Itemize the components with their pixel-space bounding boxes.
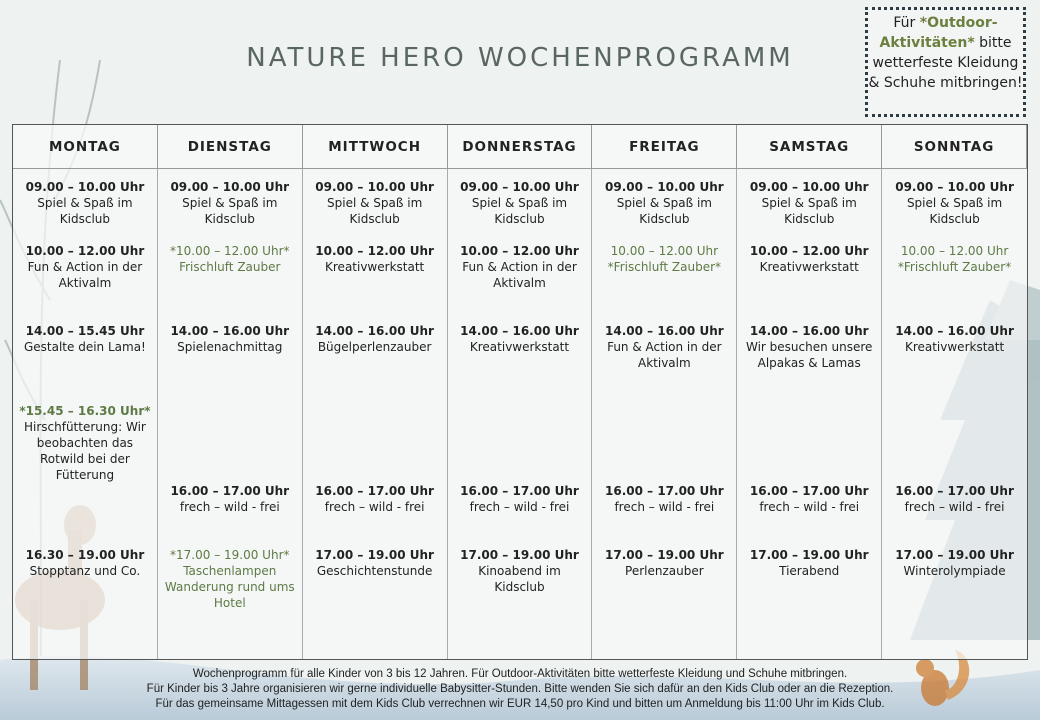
schedule-entry <box>303 179 447 227</box>
page-title: NATURE HERO WOCHENPROGRAMM <box>246 43 794 73</box>
schedule-entry <box>13 323 157 355</box>
weekly-schedule-table <box>12 124 1028 660</box>
day-header: MITTWOCH <box>303 125 448 169</box>
entry-description: Winterolympiade <box>903 564 1006 578</box>
entry-time: 10.00 – 12.00 Uhr <box>460 244 579 258</box>
schedule-entry <box>303 323 447 355</box>
day-column-thursday <box>448 169 593 659</box>
day-header: DONNERSTAG <box>448 125 593 169</box>
schedule-entry <box>158 243 302 275</box>
entry-description: frech – wild - frei <box>904 500 1005 514</box>
entry-time: *10.00 – 12.00 Uhr* <box>170 244 290 258</box>
schedule-entry <box>158 179 302 227</box>
schedule-entry <box>737 323 881 371</box>
schedule-entry <box>737 547 881 579</box>
entry-time: 16.30 – 19.00 Uhr <box>25 548 145 562</box>
entry-description: Spiel & Spaß im Kidsclub <box>471 196 568 226</box>
schedule-entry <box>737 243 881 275</box>
schedule-entry <box>303 243 447 275</box>
entry-time: 14.00 – 16.00 Uhr <box>749 324 869 338</box>
entry-time: *17.00 – 19.00 Uhr* <box>170 548 290 562</box>
entry-description: Wir besuchen unsere Alpakas & Lamas <box>745 340 873 370</box>
entry-time: 17.00 – 19.00 Uhr <box>895 548 1014 562</box>
entry-description: Kinoabend im Kidsclub <box>478 564 561 594</box>
entry-description: *Frischluft Zauber* <box>607 260 722 274</box>
schedule-entry <box>882 323 1027 355</box>
entry-time: 14.00 – 16.00 Uhr <box>170 324 290 338</box>
entry-time: *15.45 – 16.30 Uhr* <box>19 404 151 418</box>
note-text-start: Für <box>893 15 920 31</box>
entry-description: frech – wild - frei <box>179 500 280 514</box>
schedule-entry <box>303 547 447 579</box>
entry-time: 16.00 – 17.00 Uhr <box>315 484 434 498</box>
schedule-entry <box>737 483 881 515</box>
entry-description: Fun & Action in der Aktivalm <box>607 340 722 370</box>
entry-description: Geschichtenstunde <box>316 564 433 578</box>
entry-time: 17.00 – 19.00 Uhr <box>749 548 869 562</box>
schedule-entry <box>13 243 157 291</box>
entry-time: 09.00 – 10.00 Uhr <box>605 180 724 194</box>
day-header: SAMSTAG <box>737 125 882 169</box>
entry-time: 09.00 – 10.00 Uhr <box>170 180 290 194</box>
entry-description: Bügelperlenzauber <box>317 340 432 354</box>
schedule-entry <box>158 323 302 355</box>
entry-description: Kreativwerkstatt <box>325 260 425 274</box>
schedule-entry <box>13 547 157 579</box>
entry-description: Spiel & Spaß im Kidsclub <box>761 196 857 226</box>
day-column-sunday <box>882 169 1027 659</box>
day-column-friday <box>592 169 737 659</box>
schedule-entry <box>592 483 736 515</box>
schedule-entry <box>592 243 736 275</box>
entry-description: Fun & Action in der Aktivalm <box>27 260 143 290</box>
outdoor-note-box <box>865 7 1026 117</box>
footer-line: Für das gemeinsame Mittagessen mit dem Kids Club verrechnen wir EUR 14,50 pro Kind und bitten um Anmeldung bis 11:00 Uhr im Kids Club. <box>155 698 885 710</box>
entry-description: Tierabend <box>779 564 840 578</box>
day-column-wednesday <box>303 169 448 659</box>
entry-description: Spiel & Spaß im Kidsclub <box>906 196 1003 226</box>
entry-time: 09.00 – 10.00 Uhr <box>315 180 434 194</box>
entry-description: Spiel & Spaß im Kidsclub <box>37 196 133 226</box>
entry-description: frech – wild - frei <box>469 500 570 514</box>
entry-description: Frischluft Zauber <box>179 260 281 274</box>
schedule-entry <box>13 403 157 483</box>
entry-description: Taschenlampen Wanderung rund ums Hotel <box>164 564 295 610</box>
entry-description: Kreativwerkstatt <box>904 340 1005 354</box>
entry-description: frech – wild - frei <box>759 500 860 514</box>
schedule-entry <box>882 179 1027 227</box>
schedule-entry <box>737 179 881 227</box>
day-header: SONNTAG <box>882 125 1027 169</box>
schedule-entry <box>882 483 1027 515</box>
day-column-saturday <box>737 169 882 659</box>
entry-time: 17.00 – 19.00 Uhr <box>315 548 434 562</box>
entry-time: 09.00 – 10.00 Uhr <box>749 180 869 194</box>
entry-description: Spiel & Spaß im Kidsclub <box>327 196 423 226</box>
footer-notes <box>0 667 1040 712</box>
entry-time: 14.00 – 16.00 Uhr <box>895 324 1014 338</box>
schedule-entry <box>448 323 592 355</box>
entry-description: Hirschfütterung: Wir beobachten das Rotwild bei der Fütterung <box>23 420 146 482</box>
entry-time: 14.00 – 16.00 Uhr <box>460 324 579 338</box>
schedule-entry <box>592 323 736 371</box>
footer-line: Wochenprogramm für alle Kinder von 3 bis 12 Jahren. Für Outdoor-Aktivitäten bitte wetterfeste Kleidung und Schuhe mitbringen. <box>192 668 848 680</box>
entry-time: 10.00 – 12.00 Uhr <box>900 244 1009 258</box>
entry-description: Spielenachmittag <box>177 340 283 354</box>
day-header: DIENSTAG <box>158 125 303 169</box>
entry-time: 09.00 – 10.00 Uhr <box>460 180 579 194</box>
entry-description: frech – wild - frei <box>324 500 425 514</box>
schedule-entry <box>592 547 736 579</box>
day-header: FREITAG <box>592 125 737 169</box>
schedule-entry <box>448 243 592 291</box>
entry-time: 16.00 – 17.00 Uhr <box>749 484 869 498</box>
schedule-entry <box>13 179 157 227</box>
entry-time: 14.00 – 16.00 Uhr <box>605 324 724 338</box>
schedule-entry <box>448 547 592 595</box>
entry-description: frech – wild - frei <box>614 500 715 514</box>
schedule-entry <box>592 179 736 227</box>
entry-description: Gestalte dein Lama! <box>23 340 146 354</box>
entry-time: 17.00 – 19.00 Uhr <box>605 548 724 562</box>
entry-description: Perlenzauber <box>625 564 704 578</box>
entry-time: 10.00 – 12.00 Uhr <box>610 244 719 258</box>
entry-time: 16.00 – 17.00 Uhr <box>895 484 1014 498</box>
entry-time: 14.00 – 16.00 Uhr <box>315 324 434 338</box>
entry-time: 16.00 – 17.00 Uhr <box>170 484 290 498</box>
entry-time: 09.00 – 10.00 Uhr <box>25 180 145 194</box>
entry-time: 17.00 – 19.00 Uhr <box>460 548 579 562</box>
schedule-entry <box>882 547 1027 579</box>
footer-line: Für Kinder bis 3 Jahre organisieren wir gerne individuelle Babysitter-Stunden. Bitte wenden Sie sich dafür an den Kids Club oder an die Rezeption. <box>146 683 894 695</box>
entry-description: Spiel & Spaß im Kidsclub <box>182 196 278 226</box>
day-column-tuesday <box>158 169 303 659</box>
entry-description: Kreativwerkstatt <box>469 340 570 354</box>
schedule-entry <box>448 483 592 515</box>
schedule-entry <box>158 547 302 611</box>
entry-description: Fun & Action in der Aktivalm <box>462 260 577 290</box>
entry-time: 10.00 – 12.00 Uhr <box>25 244 145 258</box>
note-text-end: bitte wetterfeste Kleidung & Schuhe mitbringen! <box>868 35 1023 91</box>
entry-time: 14.00 – 15.45 Uhr <box>25 324 145 338</box>
entry-description: Kreativwerkstatt <box>759 260 859 274</box>
entry-time: 16.00 – 17.00 Uhr <box>605 484 724 498</box>
entry-time: 09.00 – 10.00 Uhr <box>895 180 1014 194</box>
schedule-entry <box>448 179 592 227</box>
entry-description: Stopptanz und Co. <box>29 564 141 578</box>
entry-time: 16.00 – 17.00 Uhr <box>460 484 579 498</box>
schedule-entry <box>158 483 302 515</box>
entry-description: *Frischluft Zauber* <box>897 260 1012 274</box>
entry-time: 10.00 – 12.00 Uhr <box>749 244 869 258</box>
entry-description: Spiel & Spaß im Kidsclub <box>616 196 712 226</box>
note-highlight: *Outdoor-Aktivitäten* <box>879 15 998 51</box>
day-column-monday <box>13 169 158 659</box>
entry-time: 10.00 – 12.00 Uhr <box>315 244 434 258</box>
day-header: MONTAG <box>13 125 158 169</box>
schedule-entry <box>882 243 1027 275</box>
schedule-entry <box>303 483 447 515</box>
